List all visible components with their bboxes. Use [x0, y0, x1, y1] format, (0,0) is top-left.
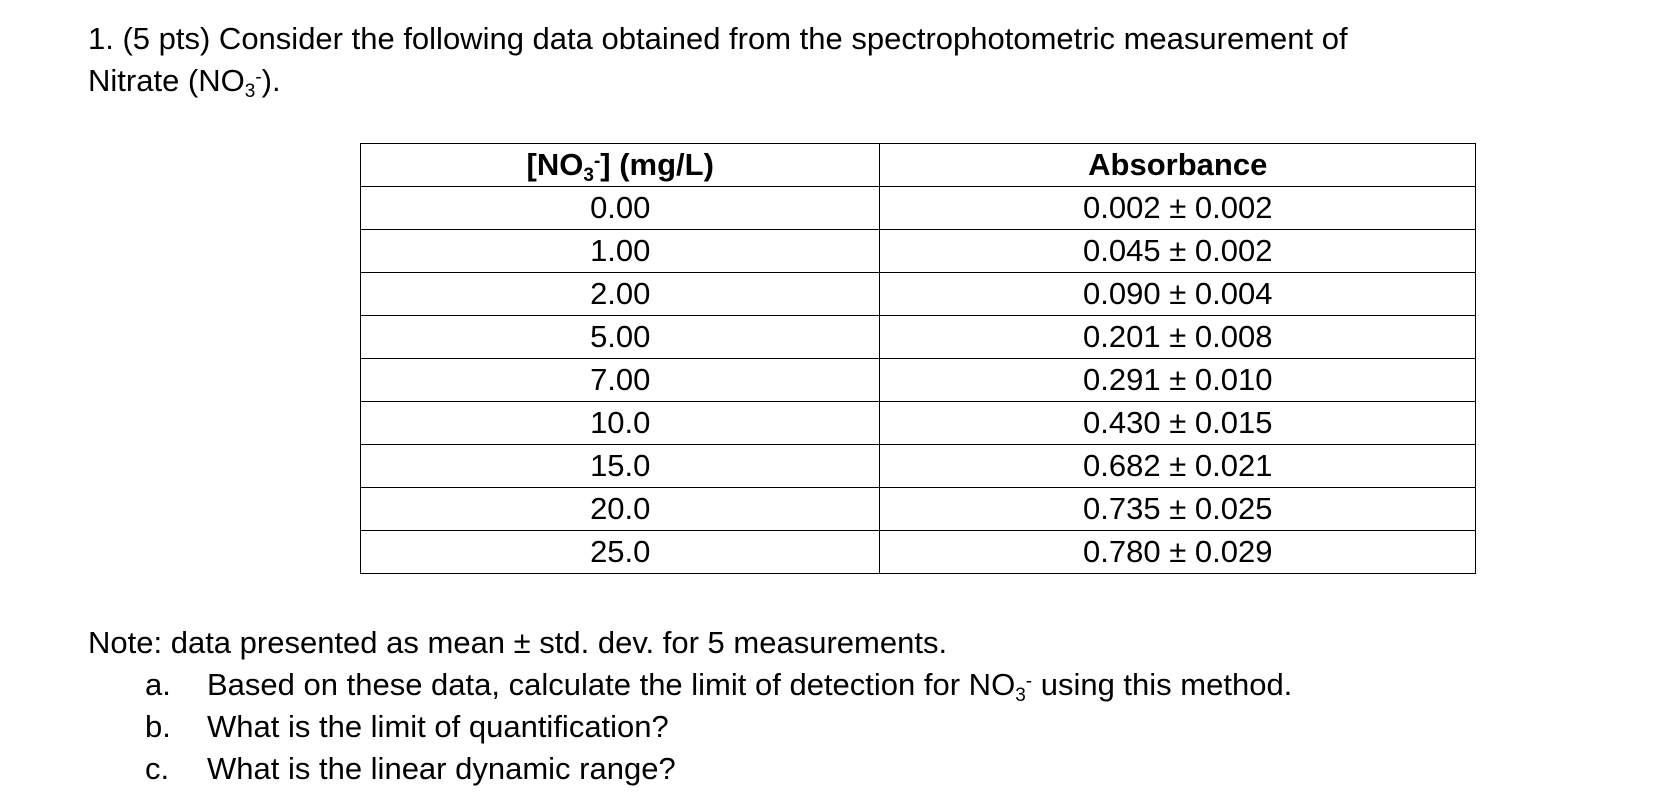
header-concentration [361, 144, 880, 187]
header-absorbance: Absorbance [880, 144, 1476, 187]
header-conc-prefix: [NO [526, 147, 584, 182]
cell-absorbance: 0.090 ± 0.004 [880, 273, 1476, 316]
question-line-1: 1. (5 pts) Consider the following data obtained from the spectrophotometric measurement of [88, 21, 1348, 56]
cell-concentration: 7.00 [361, 359, 880, 402]
cell-concentration: 0.00 [361, 187, 880, 230]
question-line-2 [88, 60, 1648, 102]
table-row [361, 445, 1476, 488]
cell-concentration: 5.00 [361, 316, 880, 359]
cell-absorbance: 0.430 ± 0.015 [880, 402, 1476, 445]
nitrate-data-table [360, 143, 1476, 574]
cell-absorbance: 0.291 ± 0.010 [880, 359, 1476, 402]
cell-concentration: 2.00 [361, 273, 880, 316]
subquestion-b-text: What is the limit of quantification? [207, 709, 669, 744]
table-row [361, 488, 1476, 531]
subquestion-c-text: What is the linear dynamic range? [207, 751, 676, 786]
subquestion-a-prefix: Based on these data, calculate the limit of detection for NO [207, 667, 1016, 702]
question-line-2-subscript: 3 [244, 81, 256, 102]
table-row [361, 230, 1476, 273]
table-row [361, 187, 1476, 230]
table-header-row [361, 144, 1476, 187]
question-heading [88, 18, 1648, 102]
header-conc-superscript: - [593, 151, 601, 172]
table-row [361, 359, 1476, 402]
table-row [361, 316, 1476, 359]
cell-absorbance: 0.002 ± 0.002 [880, 187, 1476, 230]
cell-concentration: 1.00 [361, 230, 880, 273]
data-note: Note: data presented as mean ± std. dev. for 5 measurements. [88, 625, 948, 660]
cell-absorbance: 0.201 ± 0.008 [880, 316, 1476, 359]
cell-concentration: 25.0 [361, 531, 880, 574]
cell-absorbance: 0.682 ± 0.021 [880, 445, 1476, 488]
question-line-2-superscript: - [255, 67, 262, 88]
table-row [361, 531, 1476, 574]
table-row [361, 402, 1476, 445]
subquestion-b [145, 706, 669, 748]
table-row [361, 273, 1476, 316]
subquestion-a-subscript: 3 [1015, 685, 1026, 706]
subquestion-c [145, 748, 676, 790]
subquestion-c-letter: c. [145, 751, 170, 786]
header-conc-subscript: 3 [583, 165, 594, 186]
question-line-2-prefix: Nitrate (NO [88, 63, 245, 98]
cell-concentration: 10.0 [361, 402, 880, 445]
subquestion-a-superscript: - [1025, 671, 1033, 692]
subquestion-a-letter: a. [145, 667, 171, 702]
cell-absorbance: 0.735 ± 0.025 [880, 488, 1476, 531]
subquestion-a [145, 664, 1292, 706]
header-conc-suffix: ] (mg/L) [600, 147, 714, 182]
subquestion-b-letter: b. [145, 709, 171, 744]
question-line-2-suffix: ). [261, 63, 281, 98]
subquestion-a-suffix: using this method. [1032, 667, 1293, 702]
cell-absorbance: 0.780 ± 0.029 [880, 531, 1476, 574]
cell-absorbance: 0.045 ± 0.002 [880, 230, 1476, 273]
cell-concentration: 20.0 [361, 488, 880, 531]
cell-concentration: 15.0 [361, 445, 880, 488]
